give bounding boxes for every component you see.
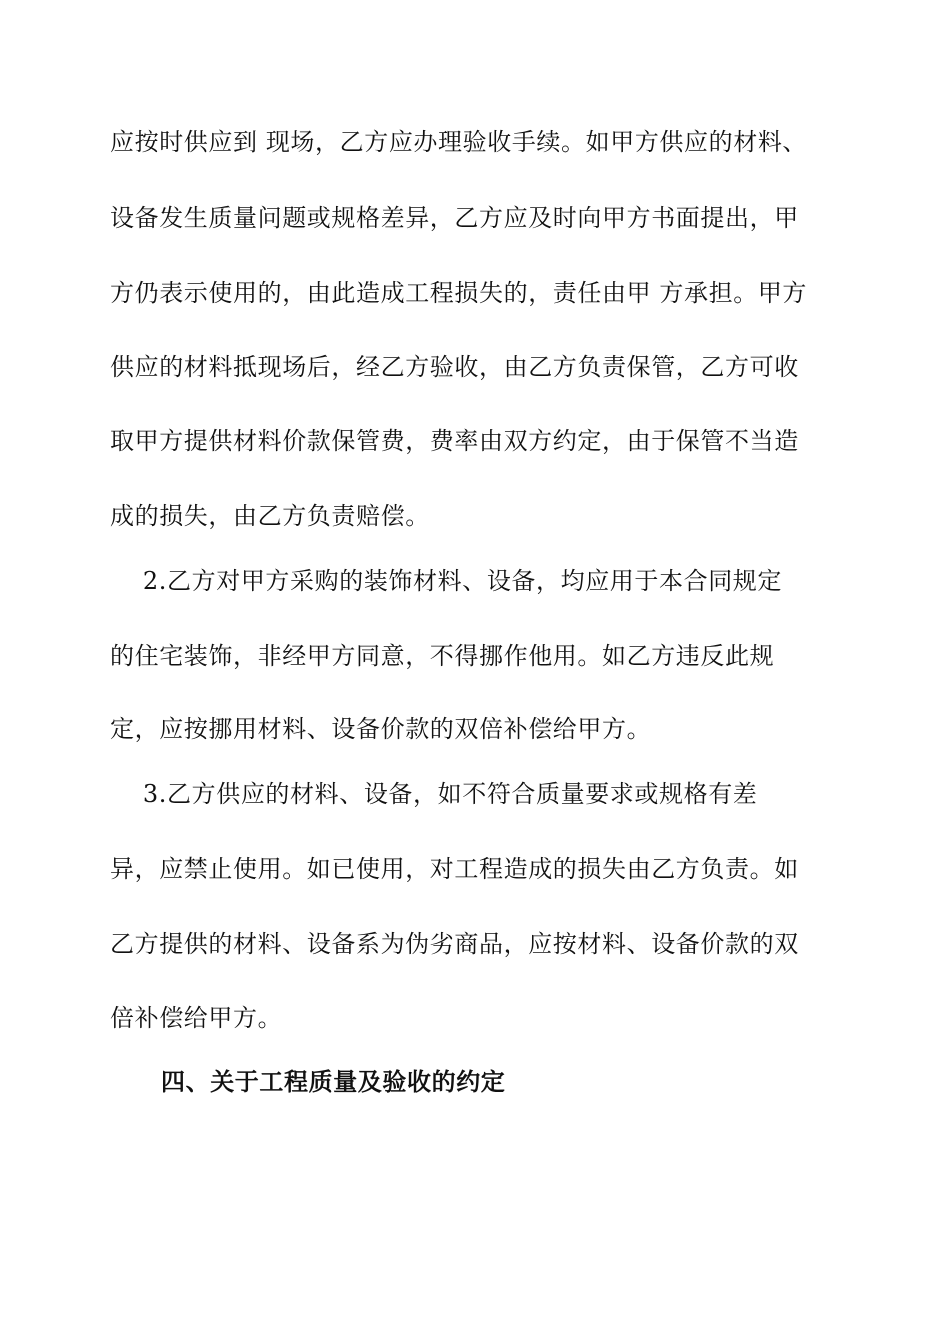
paragraph-line: 乙方提供的材料、设备系为伪劣商品，应按材料、设备价款的双: [110, 930, 799, 958]
paragraph-line: 异，应禁止使用。如已使用，对工程造成的损失由乙方负责。如: [110, 855, 799, 883]
paragraph-line: 取甲方提供材料价款保管费，费率由双方约定，由于保管不当造: [110, 427, 799, 455]
paragraph-line: 设备发生质量问题或规格差异，乙方应及时向甲方书面提出，甲: [110, 204, 799, 232]
paragraph-line: 的住宅装饰，非经甲方同意，不得挪作他用。如乙方违反此规: [110, 642, 775, 670]
paragraph-line: 成的损失，由乙方负责赔偿。: [110, 502, 430, 530]
paragraph-line: 倍补偿给甲方。: [110, 1004, 283, 1032]
paragraph-line: 方仍表示使用的，由此造成工程损失的，责任由甲 方承担。甲方: [110, 279, 808, 307]
paragraph-line: 定，应按挪用材料、设备价款的双倍补偿给甲方。: [110, 715, 652, 743]
paragraph-line: 供应的材料抵现场后，经乙方验收，由乙方负责保管，乙方可收: [110, 353, 799, 381]
section-heading: 四、关于工程质量及验收的约定: [161, 1067, 506, 1096]
paragraph-line: 2.乙方对甲方采购的装饰材料、设备，均应用于本合同规定: [110, 567, 783, 595]
paragraph-line: 3.乙方供应的材料、设备，如不符合质量要求或规格有差: [110, 780, 758, 808]
paragraph-line: 应按时供应到 现场，乙方应办理验收手续。如甲方供应的材料、: [110, 128, 808, 156]
